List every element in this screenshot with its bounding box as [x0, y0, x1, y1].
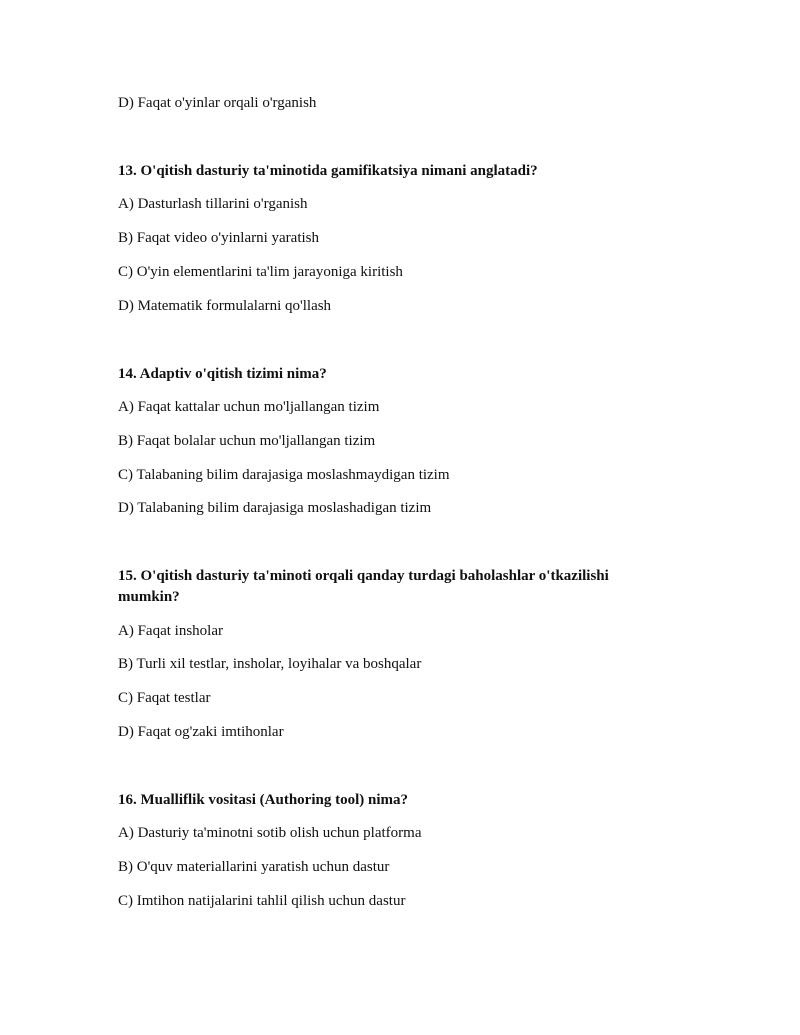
option-text: B) O'quv materiallarini yaratish uchun dastur — [118, 859, 390, 875]
option-text: B) Faqat video o'yinlarni yaratish — [118, 230, 319, 246]
option-text: A) Dasturlash tillarini o'rganish — [118, 196, 308, 212]
option-text: A) Faqat insholar — [118, 623, 223, 639]
option-text: C) Talabaning bilim darajasiga moslashmaydigan tizim — [118, 467, 450, 483]
option-text: B) Faqat bolalar uchun mo'ljallangan tizim — [118, 433, 376, 449]
option-text: D) Talabaning bilim darajasiga moslashadigan tizim — [118, 500, 432, 516]
option-text: A) Dasturiy ta'minotni sotib olish uchun platforma — [118, 825, 422, 841]
option-text: C) Faqat testlar — [118, 690, 211, 706]
question-title-continuation: mumkin? — [118, 589, 180, 605]
option-text: C) O'yin elementlarini ta'lim jarayoniga kiritish — [118, 264, 403, 280]
option-text: D) Faqat og'zaki imtihonlar — [118, 724, 284, 740]
question-title: 15. O'qitish dasturiy ta'minoti orqali qanday turdagi baholashlar o'tkazilishi — [118, 568, 609, 584]
option-text: D) Matematik formulalarni qo'llash — [118, 298, 332, 314]
option-text: B) Turli xil testlar, insholar, loyihalar va boshqalar — [118, 656, 422, 672]
question-title: 14. Adaptiv o'qitish tizimi nima? — [118, 366, 327, 382]
option-text: A) Faqat kattalar uchun mo'ljallangan tizim — [118, 399, 380, 415]
option-text: C) Imtihon natijalarini tahlil qilish uchun dastur — [118, 893, 406, 909]
option-text: D) Faqat o'yinlar orqali o'rganish — [118, 95, 317, 111]
question-title: 16. Mualliflik vositasi (Authoring tool) nima? — [118, 792, 409, 808]
question-title: 13. O'qitish dasturiy ta'minotida gamifikatsiya nimani anglatadi? — [118, 163, 538, 179]
